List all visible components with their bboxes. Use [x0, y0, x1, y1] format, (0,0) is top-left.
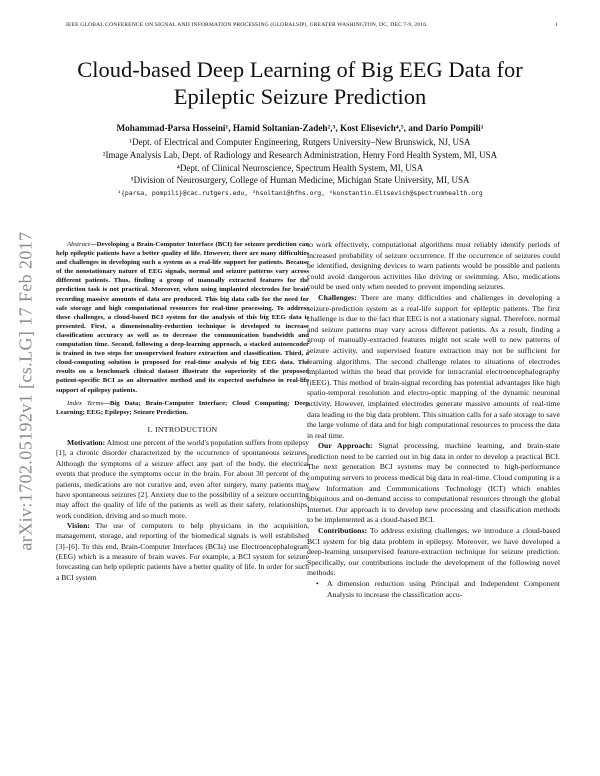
affiliation-1: ¹Dept. of Electrical and Computer Engineering, Rutgers University–New Brunswick, NJ, USA	[129, 137, 471, 147]
challenges-text: There are many difficulties and challenges in developing a seizure-prediction system as a real-life support for epileptic patients. The first challenge is due to the fact that EEG is not a stationary signal. Therefore, normal and seizure patterns may vary across different patients. As a result, finding a group of manually-extracted features might not scale well to new patterns of seizure activity, and supervised feature extraction may not be sufficient for learning algorithms. The second challenge relates to situations of electrodes implanted within the head that provide for intracranial electroencephalography (iEEG). This method of brain-signal recording has potential advantages like high spatio-temporal resolution and electro-optic mapping of the dynamic neuronal activity. However, implanted electrodes generate massive amounts of real-time data leading to the big data problem. This situation calls for a safe storage to save the large volume of data and for high computational resources to process the data in real time.	[307, 292, 560, 440]
bullet-icon: •	[316, 579, 319, 588]
contribution-bullet-1	[307, 579, 560, 600]
abstract	[56, 240, 309, 395]
section-heading-introduction: I. INTRODUCTION	[147, 424, 218, 434]
page-number: 1	[555, 22, 558, 28]
abstract-label: Abstract	[67, 241, 90, 248]
arxiv-stamp	[6, 196, 46, 586]
challenges-paragraph	[307, 293, 560, 441]
motivation-label: Motivation:	[67, 438, 106, 448]
abstract-text: —Developing a Brain-Computer Interface (BCI) for seizure prediction can help epileptic patients have a better quality of life. However, there are many difficulties and challenges in developing such a system as a real-life support for patients. Because of the nonstationary nature of EEG signals, normal and seizure patterns vary across different patients. Thus, finding a group of manually extracted features for the prediction task is not practical. Moreover, when using implanted electrodes for brain recording massive amounts of data are produced. This big data calls for the need for safe storage and high computational resources for real-time processing. To address these challenges, a cloud-based BCI system for the analysis of this big EEG data is presented. First, a dimensionality-reduction technique is developed to increase classification accuracy as well as to decrease the communication bandwidth and computation time. Second, following a deep-learning approach, a stacked autoencoder is trained in two steps for unsupervised feature extraction and classification. Third, a cloud-computing solution is proposed for real-time analysis of big EEG data. The results on a benchmark clinical dataset illustrate the superiority of the proposed patient-specific BCI as an alternative method and its expected usefulness in real-life support of epilepsy patients.	[56, 241, 309, 394]
title-line-2: Epileptic Seizure Prediction	[173, 84, 427, 109]
affiliation-2: ²Image Analysis Lab, Dept. of Radiology and Research Administration, Henry Ford Health System, MI, USA	[102, 150, 498, 160]
conference-header: IEEE GLOBAL CONFERENCE ON SIGNAL AND INFORMATION PROCESSING (GLOBALSIP), GREATER WASHINGTON, DC, DEC 7-9, 2016.	[66, 22, 428, 28]
right-column	[307, 240, 560, 600]
index-terms-text: —Big Data; Brain-Computer Interface; Cloud Computing; Deep Learning; EEG; Epilepsy; Seizure Prediction.	[56, 399, 310, 416]
index-terms-label: Index Terms	[67, 399, 104, 407]
approach-label: Our Approach:	[318, 441, 373, 451]
affiliation-5: ⁵Division of Neurosurgery, College of Human Medicine, Michigan State University, MI, USA	[130, 175, 470, 185]
author-list: Mohammad-Parsa Hosseini¹, Hamid Soltanian-Zadeh²,³, Kost Elisevich⁴,⁵, and Dario Pompili¹	[116, 123, 484, 133]
contributions-paragraph	[307, 526, 560, 579]
challenges-label: Challenges:	[318, 292, 357, 302]
running-header	[66, 22, 558, 28]
author-emails: ¹{parsa, pompili}@cac.rutgers.edu, ³hsoltani@hfhs.org, ⁴konstantin.Elisevich@spectrumhealth.org	[117, 189, 483, 197]
motivation-paragraph	[56, 438, 309, 521]
intro-continuation: to work effectively, computational algorithms must reliably identify periods of increased probability of seizure occurrence. If the occurrence of seizures could be identified, designing devices to warn patients would be possible and patients could avoid dangerous activities like driving or swimming. Also, medications could be used only when needed to prevent impending seizures.	[307, 240, 560, 292]
approach-paragraph	[307, 441, 560, 526]
arxiv-id: arXiv:1702.05192v1 [cs.LG] 17 Feb 2017	[15, 231, 36, 551]
approach-text: Signal processing, machine learning, and brain-state prediction need to be carried out in big data in order to develop a practical BCI. The next generation BCI systems may be connected to high-performance computing servers to process medical big data in real-time. Cloud computing is a new Information and Communications Technology (ICT) which enables ubiquitous and on-demand access to computational resources through the global Internet. Our approach is to develop new processing and classification methods to be implemented as a cloud-based BCI.	[307, 441, 560, 525]
contributions-label: Contributions:	[318, 526, 368, 536]
motivation-text: Almost one percent of the world's population suffers from epilepsy [1], a chronic disorder characterized by the occurrence of spontaneous seizures. Although the symptoms of a seizure affect any part of the body, the electrical events that produce the symptoms occur in the brain. For about 30 percent of the patients, medications are not curative and, even after surgery, many patients may have spontaneous seizures [2]. Anxiety due to the possibility of a seizure occurring may affect the quality of life of the patients as well as their safety, relationships, work condition, driving and so much more.	[56, 438, 309, 520]
index-terms	[56, 399, 309, 417]
vision-paragraph	[56, 521, 309, 583]
vision-label: Vision:	[67, 520, 90, 530]
contributions-text: To address existing challenges, we introduce a cloud-based BCI system for big data problem in epilepsy. Moreover, we have developed a deep-learning unsupervised feature-extraction technique for seizure prediction. Specifically, our contributions include the development of the following novel methods:	[307, 526, 560, 578]
affiliation-4: ⁴Dept. of Clinical Neuroscience, Spectrum Health System, MI, USA	[176, 163, 424, 173]
title-line-1: Cloud-based Deep Learning of Big EEG Data for	[77, 57, 523, 82]
paper-title	[40, 56, 560, 110]
bullet-text: A dimension reduction using Principal and Independent Component Analysis to increase the classification accu-	[327, 579, 560, 599]
vision-text: The use of computers to help physicians in the acquisition, management, storage, and reporting of the biomedical signals is well established [3]–[6]. To this end, Brain-Computer Interfaces (BCIs) use Electroencephalogram (EEG) which is a measure of brain waves. For example, a BCI system for seizure forecasting can help epileptic patients have a better quality of life. In order for such a BCI system	[56, 520, 309, 582]
left-column	[56, 240, 309, 583]
